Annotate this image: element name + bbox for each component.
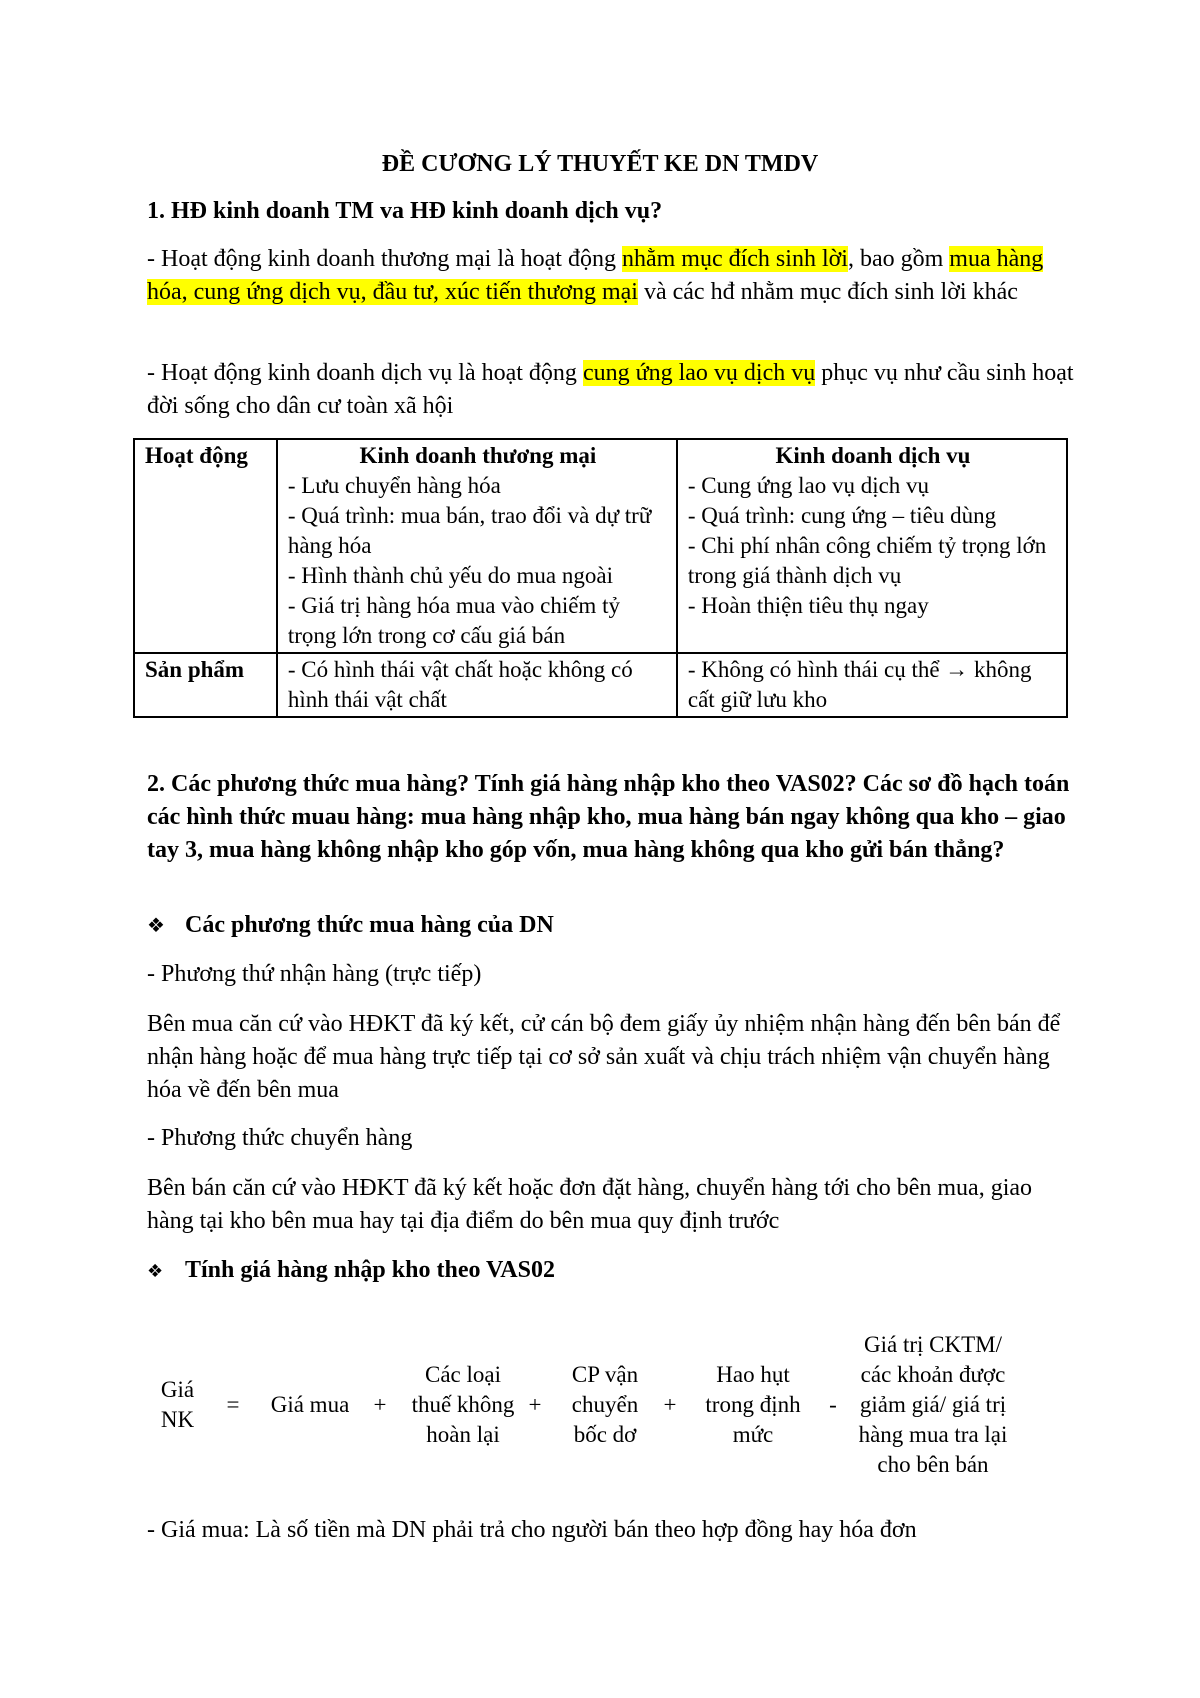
q1-p1-text-a: - Hoạt động kinh doanh thương mại là hoạt động — [147, 246, 622, 272]
q1-p1-text-c: và các hđ nhằm mục đích sinh lời khác — [637, 279, 1018, 305]
formula-plus-sign: + — [663, 1392, 677, 1417]
service-product-cell: - Không có hình thái cụ thể → không cất giữ lưu kho — [677, 653, 1067, 717]
formula-term-transport-cost: CP vận chuyển bốc dơ — [571, 1362, 639, 1447]
q2-subheading-2 — [147, 1254, 1077, 1288]
formula-term-taxes: Các loại thuế không hoàn lại — [411, 1362, 515, 1447]
q2-subheading-1 — [147, 909, 1077, 942]
q1-p1-highlight-2: mua hàng hóa, cung ứng dịch vụ, đầu tư, xúc tiến thương mại — [147, 246, 1044, 305]
formula-term-purchase-price: Giá mua — [270, 1392, 350, 1417]
service-column-cell — [677, 439, 1067, 653]
list-item: - Quá trình: cung ứng – tiêu dùng — [687, 503, 997, 528]
method-2-title: - Phương thức chuyển hàng — [147, 1125, 413, 1151]
list-item: - Hoàn thiện tiêu thụ ngay — [687, 593, 929, 618]
list-item: - Hình thành chủ yếu do mua ngoài — [287, 563, 613, 588]
formula-term-import-price: Giá NK — [160, 1377, 195, 1432]
q1-paragraph-2 — [147, 357, 1077, 423]
list-item: - Giá trị hàng hóa mua vào chiếm tỷ trọng lớn trong cơ cấu giá bán — [287, 593, 620, 648]
row-label-product: Sản phẩm — [134, 653, 277, 717]
q1-p2-text-a: - Hoạt động kinh doanh dịch vụ là hoạt động — [147, 360, 583, 386]
list-item: - Lưu chuyển hàng hóa — [287, 473, 501, 498]
formula-plus-sign: + — [528, 1392, 542, 1417]
method-1-text: Bên mua căn cứ vào HĐKT đã ký kết, cử cán bộ đem giấy ủy nhiệm nhận hàng đến bên bán để nhận hàng hoặc để mua hàng trực tiếp tại cơ sở sản xuất và chịu trách nhiệm vận chuyển hàng hóa về đến bên mua — [147, 1011, 1061, 1103]
formula-plus-sign: + — [373, 1392, 387, 1417]
document-title: ĐỀ CƯƠNG LÝ THUYẾT KE DN TMDV — [381, 151, 819, 177]
formula-equals-sign: = — [226, 1392, 240, 1417]
list-item: - Cung ứng lao vụ dịch vụ — [687, 473, 930, 498]
q1-heading: 1. HĐ kinh doanh TM va HĐ kinh doanh dịch vụ? — [147, 198, 663, 224]
four-point-star-bullet-icon: ❖ — [147, 1261, 164, 1282]
formula-minus-sign: - — [829, 1392, 837, 1417]
q2-heading: 2. Các phương thức mua hàng? Tính giá hàng nhập kho theo VAS02? Các sơ đồ hạch toán các hình thức muau hàng: mua hàng nhập kho, mua hàng bán ngay không qua kho – giao tay 3, mua hàng không nhập kho góp vốn, mua hàng không qua kho gửi bán thẳng? — [147, 771, 1070, 863]
cost-formula — [150, 1300, 1050, 1510]
service-column-header: Kinh doanh dịch vụ — [775, 443, 971, 468]
table-row — [134, 439, 1067, 653]
method-2-text: Bên bán căn cứ vào HĐKT đã ký kết hoặc đơn đặt hàng, chuyển hàng tới cho bên mua, giao hàng tại kho bên mua hay tại địa điểm do bên mua quy định trước — [147, 1175, 1033, 1234]
formula-term-shortage: Hao hụt trong định mức — [705, 1362, 801, 1447]
list-item: - Quá trình: mua bán, trao đổi và dự trữ hàng hóa — [287, 503, 652, 558]
trade-product-cell: - Có hình thái vật chất hoặc không có hình thái vật chất — [277, 653, 677, 717]
purchase-price-definition: - Giá mua: Là số tiền mà DN phải trả cho người bán theo hợp đồng hay hóa đơn — [147, 1517, 917, 1543]
list-item: - Chi phí nhân công chiếm tỷ trọng lớn trong giá thành dịch vụ — [687, 533, 1047, 588]
q2-subheading-1-text: Các phương thức mua hàng của DN — [185, 912, 554, 938]
diamond-bullet-icon: ❖ — [147, 913, 165, 937]
comparison-table — [133, 438, 1068, 718]
q1-paragraph-1 — [147, 243, 1077, 309]
trade-column-cell — [277, 439, 677, 653]
q1-p2-highlight: cung ứng lao vụ dịch vụ — [582, 360, 816, 386]
trade-column-header: Kinh doanh thương mại — [359, 443, 597, 468]
q1-p2-text-b: phục vụ như cầu sinh hoạt đời sống cho dân cư toàn xã hội — [147, 360, 1074, 419]
row-label-activity: Hoạt động — [134, 439, 277, 653]
formula-term-discounts: Giá trị CKTM/ các khoản được giảm giá/ giá trị hàng mua tra lại cho bên bán — [858, 1332, 1008, 1477]
table-row — [134, 653, 1067, 717]
method-1-title: - Phương thứ nhận hàng (trực tiếp) — [147, 961, 482, 987]
q1-p1-highlight-1: nhằm mục đích sinh lời — [621, 246, 848, 272]
q2-subheading-2-text: Tính giá hàng nhập kho theo VAS02 — [185, 1257, 555, 1283]
q1-p1-text-b: , bao gồm — [847, 246, 950, 272]
